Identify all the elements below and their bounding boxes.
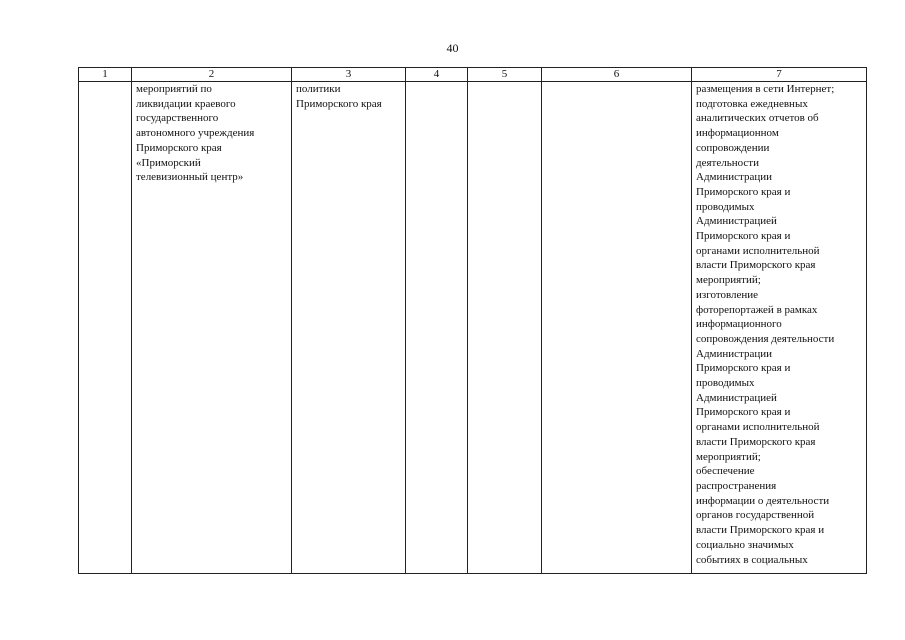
cell-line: мероприятий по: [136, 83, 212, 95]
document-table: [78, 67, 867, 574]
cell-line: органами исполнительной: [696, 421, 820, 434]
cell-line: органами исполнительной: [696, 244, 820, 257]
cell-line: Приморского края: [136, 141, 222, 154]
cell-line: Администрации: [696, 347, 773, 360]
cell-line: государственного: [136, 112, 219, 125]
cell-line: ликвидации краевого: [136, 97, 236, 110]
cell-col-6: [542, 82, 692, 574]
column-header: 7: [692, 68, 867, 82]
cell-line: Администрации: [696, 171, 773, 184]
cell-line: деятельности: [696, 156, 759, 169]
cell-col-2: [132, 82, 292, 574]
cell-line: Администрацией: [696, 215, 777, 228]
cell-line: политики: [296, 83, 341, 95]
cell-line: фоторепортажей в рамках: [696, 303, 818, 316]
cell-line: сопровождении: [696, 141, 770, 154]
cell-line: власти Приморского края: [696, 435, 816, 448]
cell-line: информационного: [696, 318, 782, 331]
cell-line: событиях в социальных: [696, 553, 808, 566]
column-header: 3: [292, 68, 406, 82]
cell-line: распространения: [696, 479, 777, 492]
cell-line: социально значимых: [696, 538, 794, 551]
cell-line: сопровождения деятельности: [696, 332, 835, 345]
cell-line: телевизионный центр»: [136, 171, 244, 184]
cell-line: информационном: [696, 127, 779, 140]
cell-line: Приморского края и: [696, 406, 791, 419]
cell-line: информации о деятельности: [696, 494, 830, 507]
cell-line: Приморского края и: [696, 185, 791, 198]
table-row: [79, 82, 867, 574]
cell-line: мероприятий;: [696, 450, 761, 463]
cell-col-3: [292, 82, 406, 574]
cell-line: «Приморский: [136, 156, 201, 169]
column-header: 1: [79, 68, 132, 82]
cell-line: проводимых: [696, 200, 755, 213]
column-header: 2: [132, 68, 292, 82]
cell-line: аналитических отчетов об: [696, 112, 819, 125]
cell-line: Администрацией: [696, 391, 777, 404]
cell-line: Приморского края: [296, 97, 382, 110]
column-header: 4: [406, 68, 468, 82]
cell-line: органов государственной: [696, 509, 815, 522]
cell-line: размещения в сети Интернет;: [696, 83, 835, 95]
cell-line: мероприятий;: [696, 274, 761, 287]
cell-line: обеспечение: [696, 465, 755, 478]
cell-line: автономного учреждения: [136, 127, 255, 140]
cell-line: Приморского края и: [696, 362, 791, 375]
cell-line: изготовление: [696, 288, 759, 301]
column-header: 6: [542, 68, 692, 82]
cell-line: подготовка ежедневных: [696, 97, 808, 110]
column-header: 5: [468, 68, 542, 82]
cell-col-5: [468, 82, 542, 574]
cell-line: Приморского края и: [696, 230, 791, 243]
cell-line: проводимых: [696, 377, 755, 390]
cell-line: власти Приморского края и: [696, 524, 825, 537]
cell-col-1: [79, 82, 132, 574]
cell-col-7: [692, 82, 867, 574]
cell-col-4: [406, 82, 468, 574]
cell-line: власти Приморского края: [696, 259, 816, 272]
page-number: 40: [446, 41, 459, 55]
table-header-row: [79, 68, 867, 82]
